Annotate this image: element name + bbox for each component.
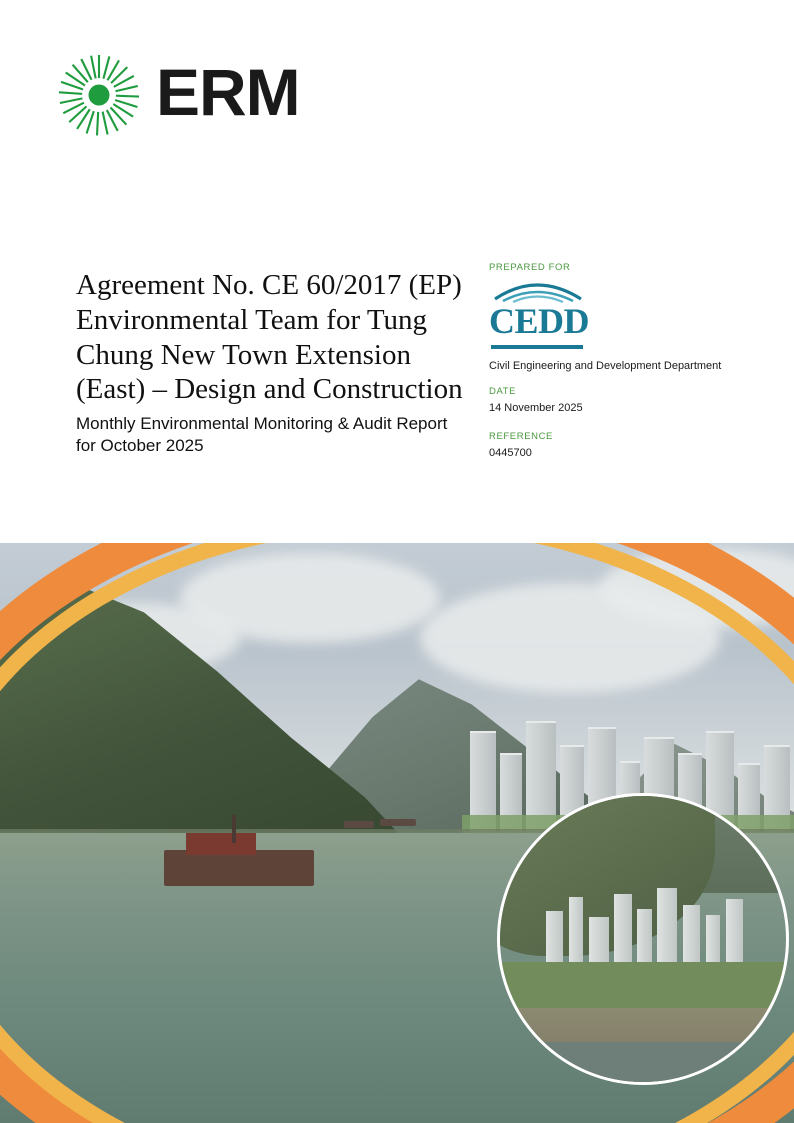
prepared-for-label: PREPARED FOR xyxy=(489,262,571,273)
erm-sunburst-icon xyxy=(56,52,142,138)
page-subtitle: Monthly Environmental Monitoring & Audit Report for October 2025 xyxy=(76,414,448,455)
page-title: Agreement No. CE 60/2017 (EP) Environmental Team for Tung Chung New Town Extension (East) – Design and Construction xyxy=(76,269,463,406)
date-group xyxy=(489,386,739,416)
brand-wordmark: ERM xyxy=(156,55,300,129)
cedd-underline xyxy=(491,345,583,349)
brand-logo xyxy=(56,52,300,138)
reference-group xyxy=(489,431,739,461)
cover-meta-block xyxy=(489,262,739,477)
orange-swoosh-inner xyxy=(0,543,794,1123)
cedd-wordmark: CEDD xyxy=(489,301,590,341)
date-label: DATE xyxy=(489,385,517,397)
cover-title-block xyxy=(76,268,466,457)
prepared-for-group xyxy=(489,262,739,374)
reference-label: REFERENCE xyxy=(489,431,553,443)
date-value: 14 November 2025 xyxy=(489,401,583,414)
client-name: Civil Engineering and Development Department xyxy=(489,360,722,372)
reference-value: 0445700 xyxy=(489,447,532,460)
cover-image xyxy=(0,543,794,1123)
cedd-logo-icon xyxy=(489,277,593,351)
